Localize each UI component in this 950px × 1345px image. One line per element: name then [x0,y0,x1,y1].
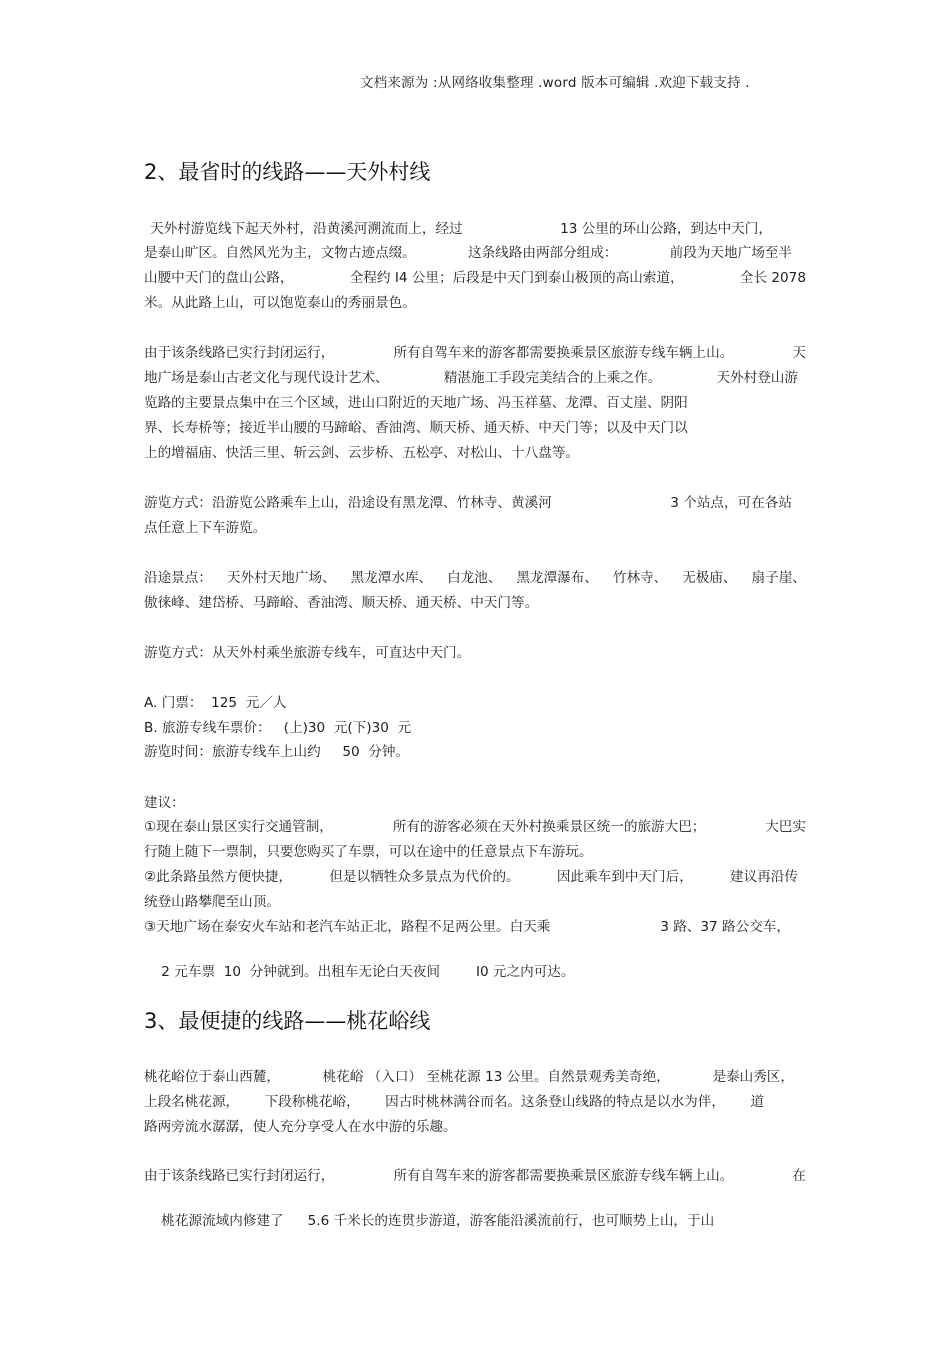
section-3-title: 3、最便捷的线路——桃花峪线 [144,1009,431,1033]
paragraph-line: 山腰中天门的盘山公路， 全程约 I4 公里；后段是中天门到泰山极顶的高山索道， 全长 2078 [144,270,806,286]
advice-title: 建议： [144,795,185,811]
advice-line: 行随上随下一票制，只要您购买了车票，可以在途中的任意景点下车游玩。 [144,844,593,860]
paragraph-line: 地广场是泰山古老文化与现代设计艺术、 精湛施工手段完美结合的上乘之作。 天外村登山游 [144,370,798,386]
paragraph-line: 米。从此路上山，可以饱览泰山的秀丽景色。 [144,295,416,311]
paragraph-line: 上段名桃花源， 下段称桃花峪， 因古时桃林满谷而名。这条登山线路的特点是以水为伴， 道 [144,1094,764,1110]
paragraph-line: 上的增福庙、快活三里、斩云剑、云步桥、五松亭、对松山、十八盘等。 [144,445,579,461]
paragraph-line: 界、长寿桥等；接近半山腰的马蹄峪、香油湾、顺天桥、通天桥、中天门等；以及中天门以 [144,420,688,436]
page-header: 文档来源为 :从网络收集整理 .word 版本可编辑 .欢迎下载支持 . [360,75,750,91]
ticket-price: A. 门票： 125 元／人 [144,695,287,711]
paragraph-line: 游览方式：从天外村乘坐旅游专线车，可直达中天门。 [144,645,471,661]
shuttle-fare: B. 旅游专线车票价： (上)30 元(下)30 元 [144,720,412,736]
paragraph-line: 桃花峪位于泰山西麓， 桃花峪 （入口） 至桃花源 13 公里。自然景观秀美奇绝， 是泰山秀区， [144,1069,794,1085]
paragraph-line: 由于该条线路已实行封闭运行， 所有自驾车来的游客都需要换乘景区旅游专线车辆上山。 在 [144,1168,806,1184]
paragraph-line: 傲徕峰、建岱桥、马蹄峪、香油湾、顺天桥、通天桥、中天门等。 [144,595,539,611]
paragraph-line: 沿途景点： 天外村天地广场、 黑龙潭水库、 白龙池、 黑龙潭瀑布、 竹林寺、 无极庙、 扇子崖、 [144,570,806,586]
advice-line: ②此条路虽然方便快捷， 但是以牺牲众多景点为代价的。 因此乘车到中天门后， 建议再沿传 [144,869,798,885]
paragraph-line: 路两旁流水潺潺，使人充分享受人在水中游的乐趣。 [144,1119,457,1135]
paragraph-line: 游览方式：沿游览公路乘车上山，沿途设有黑龙潭、竹林寺、黄溪河 3 个站点，可在各站 [144,495,792,511]
advice-line: 2 元车票 10 分钟就到。出租车无论白天夜间 I0 元之内可达。 [161,964,575,980]
advice-line: ③天地广场在泰安火车站和老汽车站正北，路程不足两公里。白天乘 3 路、37 路公交车， [144,919,790,935]
paragraph-line: 由于该条线路已实行封闭运行， 所有自驾车来的游客都需要换乘景区旅游专线车辆上山。 天 [144,345,806,361]
advice-line: ①现在泰山景区实行交通管制， 所有的游客必须在天外村换乘景区统一的旅游大巴； 大巴实 [144,819,806,835]
advice-line: 统登山路攀爬至山顶。 [144,894,280,910]
paragraph-line: 是泰山旷区。自然风光为主，文物古迹点缀。 这条线路由两部分组成： 前段为天地广场至半 [144,245,792,261]
tour-time: 游览时间：旅游专线车上山约 50 分钟。 [144,744,410,760]
paragraph-line: 桃花源流域内修建了 5.6 千米长的连贯步游道，游客能沿溪流前行，也可顺势上山，于山 [161,1213,715,1229]
paragraph-line: 览路的主要景点集中在三个区域，进山口附近的天地广场、冯玉祥墓、龙潭、百丈崖、阴阳 [144,395,688,411]
paragraph-line: 天外村游览线下起天外村，沿黄溪河溯流而上，经过 13 公里的环山公路，到达中天门， [150,221,772,237]
paragraph-line: 点任意上下车游览。 [144,520,267,536]
section-2-title: 2、最省时的线路——天外村线 [144,160,431,184]
